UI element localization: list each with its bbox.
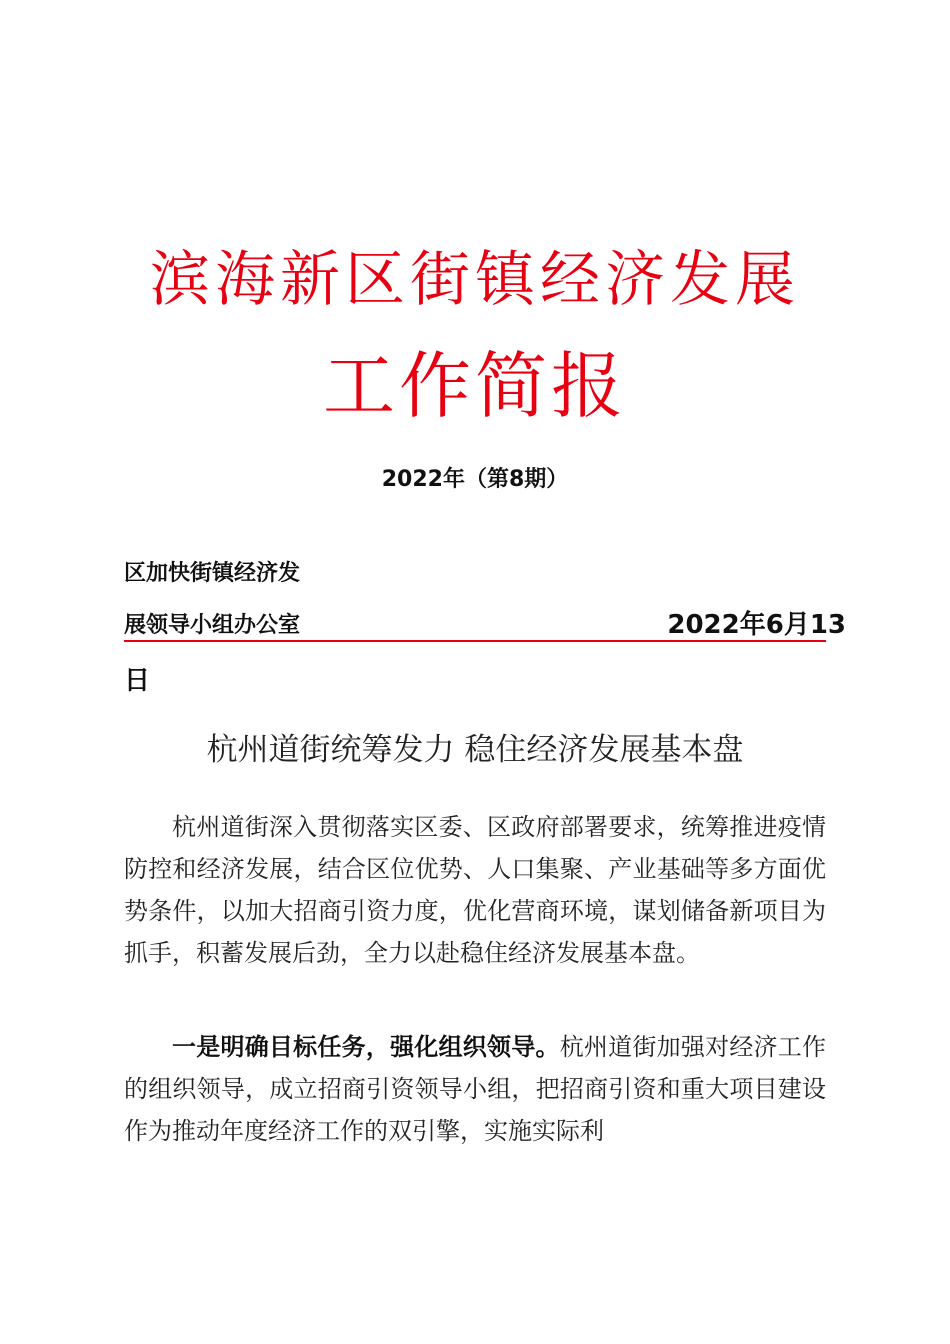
- bulletin-title-line2: 工作简报: [322, 344, 627, 428]
- issue-date-tail: 日: [124, 666, 151, 696]
- issue-number: 2022年（第8期）: [381, 467, 569, 492]
- article-paragraph-2: [124, 1026, 826, 1152]
- issue-date: 2022年6月13: [667, 610, 846, 640]
- red-divider-line: [124, 640, 826, 642]
- issuing-office-line2: 展领导小组办公室: [124, 613, 301, 638]
- paragraph-2-text: 杭州道街加强对经济工作的组织领导，成立招商引资领导小组，把招商引资和重大项目建设作为推动年度经济工作的双引擎，实施实际利: [124, 1033, 827, 1145]
- paragraph-2-lead: 一是明确目标任务，强化组织领导。: [172, 1033, 560, 1061]
- article-paragraph-1: [124, 806, 826, 974]
- bulletin-title-line1: 滨海新区街镇经济发展: [150, 245, 800, 315]
- article-title: 杭州道街统筹发力 稳住经济发展基本盘: [206, 732, 744, 768]
- paragraph-1-text: 杭州道街深入贯彻落实区委、区政府部署要求，统筹推进疫情防控和经济发展，结合区位优势、人口集聚、产业基础等多方面优势条件，以加大招商引资力度，优化营商环境，谋划储备新项目为抓手，积蓄发展后劲，全力以赴稳住经济发展基本盘。: [124, 813, 826, 967]
- issuing-office-line1: 区加快街镇经济发: [124, 561, 301, 586]
